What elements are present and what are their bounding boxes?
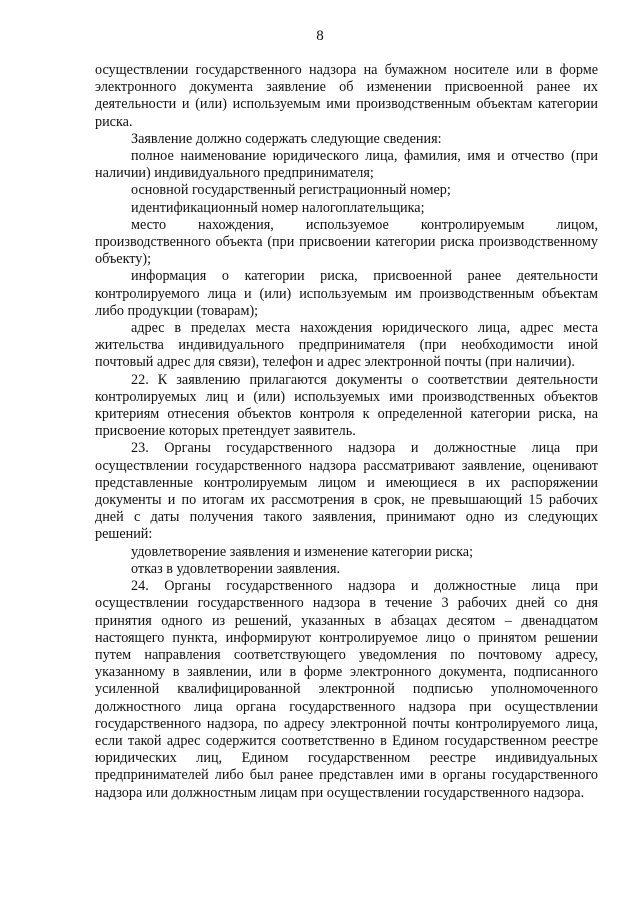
paragraph-clause-24: 24. Органы государственного надзора и должностные лица при осуществлении государственного надзора в течение 3 рабочих дней со дня принятия одного из решений, указанных в абзацах десятом – двенадцатом настоящего пункта, информируют контролируемое лицо о принятом решении путем направления соответствующего уведомления по почтовому адресу, указанному в заявлении, или в форме электронного документа, подписанного усиленной квалифицированной электронной подписью уполномоченного должностного лица органа государственного надзора при осуществлении государственного надзора, по адресу электронной почты контролируемого лица, если такой адрес содержится соответственно в Едином государственном реестре юридических лиц, Едином государственном реестре индивидуальных предпринимателей либо был ранее представлен ими в органы государственного надзора или должностным лицам при осуществлении государственного надзора.	[95, 578, 598, 801]
paragraph-ogrn: основной государственный регистрационный номер;	[131, 182, 451, 199]
paragraph-clause-22: 22. К заявлению прилагаются документы о соответствии деятельности контролируемых лиц и (или) используемых ими производственных объектов критериям отнесения объектов контроля к определенной категории риска, на присвоение которых претендует заявитель.	[95, 371, 598, 440]
paragraph-decision-refuse: отказ в удовлетворении заявления.	[131, 560, 341, 577]
page-number: 8	[316, 28, 324, 44]
paragraph-location: место нахождения, используемое контролируемым лицом, производственного объекта (при присвоении категории риска производственному объекту);	[95, 216, 598, 268]
paragraph-decision-grant: удовлетворение заявления и изменение категории риска;	[131, 543, 474, 560]
document-body	[95, 62, 598, 802]
paragraph-clause-23: 23. Органы государственного надзора и должностные лица при осуществлении государственного надзора рассматривают заявление, оценивают представленные контролируемым лицом и имеющиеся в их распоряжении документы и по итогам их рассмотрения в срок, не превышающий 15 рабочих дней с даты получения такого заявления, принимают одно из следующих решений:	[95, 440, 598, 543]
paragraph-application-contents: Заявление должно содержать следующие сведения:	[131, 130, 442, 147]
paragraph-inn: идентификационный номер налогоплательщика;	[131, 199, 425, 216]
paragraph-address: адрес в пределах места нахождения юридического лица, адрес места жительства индивидуального предпринимателя (при необходимости иной почтовый адрес для связи), телефон и адрес электронной почты (при наличии).	[95, 320, 598, 371]
paragraph-continuation: осуществлении государственного надзора на бумажном носителе или в форме электронного документа заявление об изменении присвоенной ранее их деятельности и (или) используемым ими производственным объектам категории риска.	[95, 62, 598, 130]
paragraph-risk-info: информация о категории риска, присвоенной ранее деятельности контролируемого лица и (или) используемым им производственным объектам либо продукции (товарам);	[95, 268, 598, 319]
paragraph-full-name: полное наименование юридического лица, фамилия, имя и отчество (при наличии) индивидуального предпринимателя;	[95, 148, 598, 182]
